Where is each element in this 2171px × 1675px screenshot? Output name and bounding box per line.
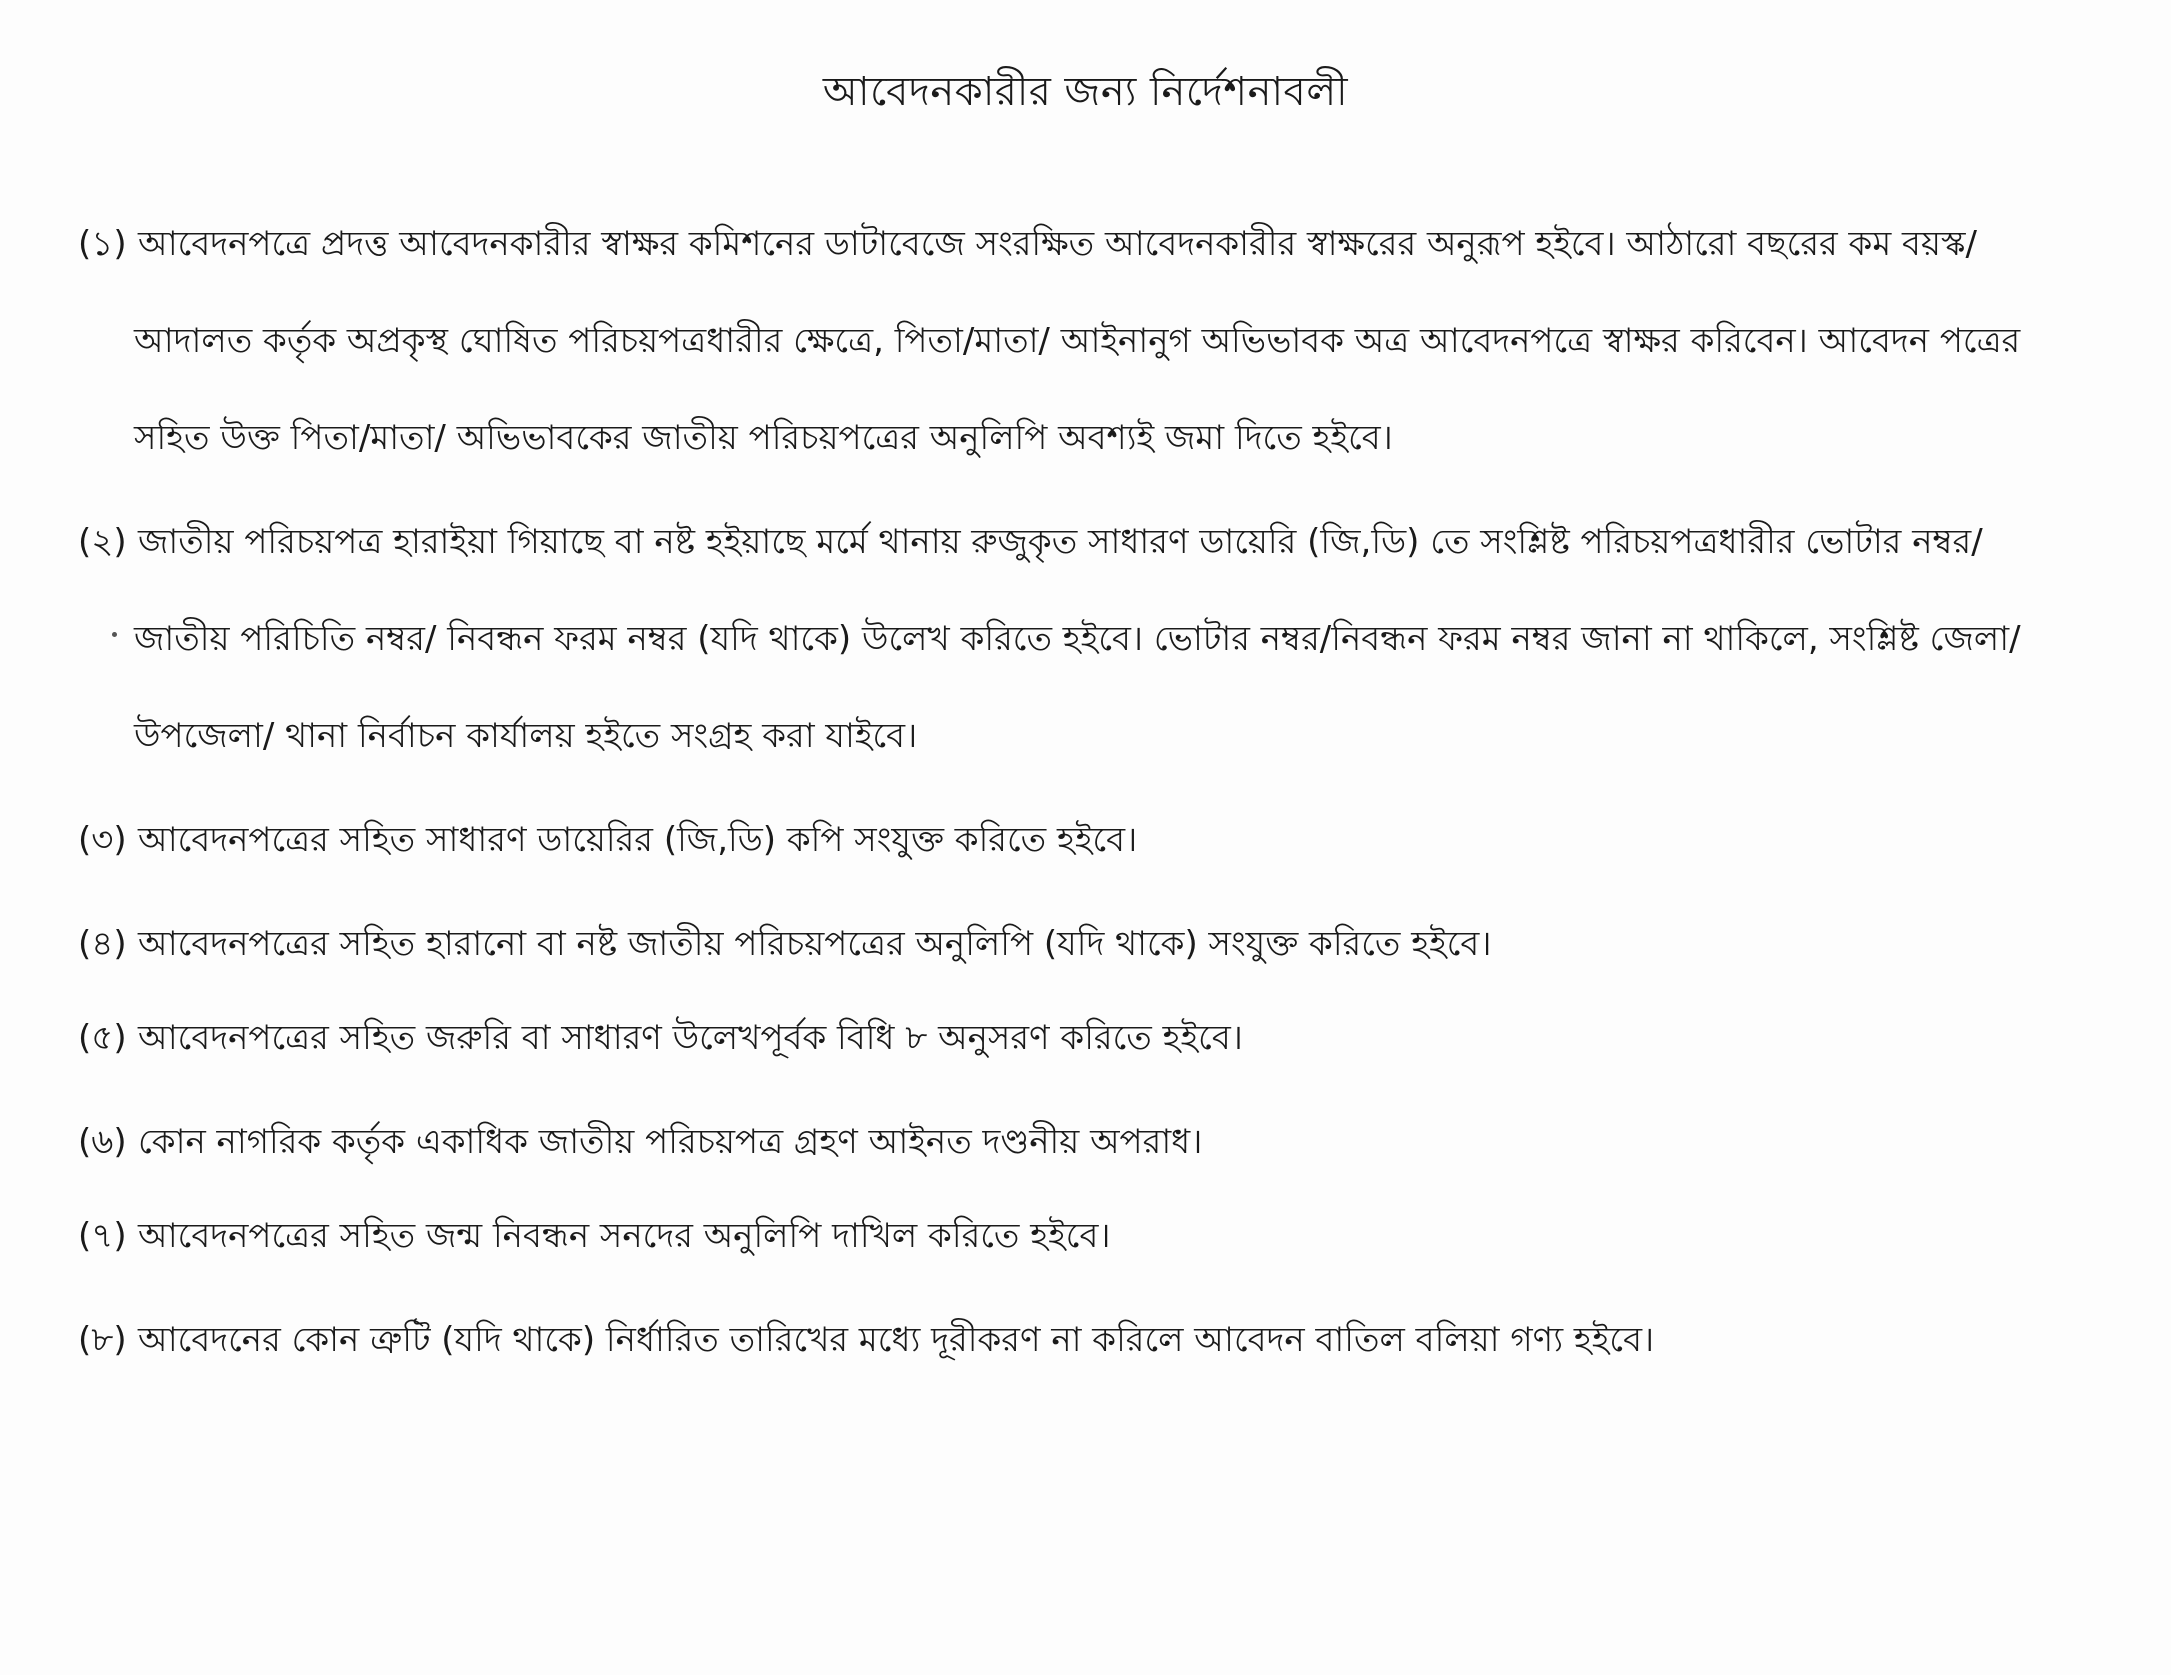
instruction-line — [78, 1292, 2098, 1389]
item-text: জাতীয় পরিচয়পত্র হারাইয়া গিয়াছে বা নষ্ট হইয়াছে মর্মে থানায় রুজুকৃত সাধারণ ডায়েরি (জি,ডি) তে সংশ্লিষ্ট পরিচয়পত্রধারীর ভোটার নম্বর/ — [138, 522, 1983, 562]
instruction-line: জাতীয় পরিচিতি নম্বর/ নিবন্ধন ফরম নম্বর (যদি থাকে) উলেখ করিতে হইবে। ভোটার নম্বর/নিবন্ধন ফরম নম্বর জানা না থাকিলে, সংশ্লিষ্ট জেলা/ — [134, 619, 2021, 659]
item-text: কোন নাগরিক কর্তৃক একাধিক জাতীয় পরিচয়পত্র গ্রহণ আইনত দণ্ডনীয় অপরাধ। — [138, 1122, 1203, 1162]
instruction-line — [78, 196, 2098, 293]
instruction-item-2 — [78, 494, 2098, 785]
instruction-line — [78, 1094, 2098, 1191]
scan-speck — [112, 632, 117, 637]
item-text: আবেদনপত্রের সহিত জন্ম নিবন্ধন সনদের অনুলিপি দাখিল করিতে হইবে। — [138, 1216, 1111, 1256]
page-title: আবেদনকারীর জন্য নির্দেশনাবলী — [822, 69, 1349, 115]
item-number: (৬) — [78, 1122, 127, 1162]
instruction-line — [78, 990, 2098, 1087]
instruction-line: সহিত উক্ত পিতা/মাতা/ অভিভাবকের জাতীয় পরিচয়পত্রের অনুলিপি অবশ্যই জমা দিতে হইবে। — [134, 418, 1393, 458]
instruction-line: আদালত কর্তৃক অপ্রকৃস্থ ঘোষিত পরিচয়পত্রধারীর ক্ষেত্রে, পিতা/মাতা/ আইনানুগ অভিভাবক অত্র আবেদনপত্রে স্বাক্ষর করিবেন। আবেদন পত্রের — [134, 321, 2021, 361]
item-text: আবেদনের কোন ত্রুটি (যদি থাকে) নির্ধারিত তারিখের মধ্যে দূরীকরণ না করিলে আবেদন বাতিল বলিয়া গণ্য হইবে। — [138, 1320, 1655, 1360]
item-number: (১) — [78, 224, 127, 264]
item-number: (৪) — [78, 924, 127, 964]
item-text: আবেদনপত্রে প্রদত্ত আবেদনকারীর স্বাক্ষর কমিশনের ডাটাবেজে সংরক্ষিত আবেদনকারীর স্বাক্ষরের অনুরূপ হইবে। আঠারো বছরের কম বয়স্ক/ — [138, 224, 1977, 264]
item-number: (৩) — [78, 820, 127, 860]
instruction-item-3 — [78, 792, 2098, 889]
instruction-line — [78, 896, 2098, 993]
item-text: আবেদনপত্রের সহিত সাধারণ ডায়েরির (জি,ডি) কপি সংযুক্ত করিতে হইবে। — [138, 820, 1138, 860]
instruction-item-6 — [78, 1094, 2098, 1191]
item-number: (৭) — [78, 1216, 127, 1256]
instruction-item-1 — [78, 196, 2098, 487]
instruction-line — [78, 494, 2098, 591]
item-number: (৮) — [78, 1320, 127, 1360]
instruction-line — [78, 792, 2098, 889]
item-number: (২) — [78, 522, 127, 562]
instruction-item-7 — [78, 1188, 2098, 1285]
instruction-line — [78, 1188, 2098, 1285]
instruction-item-4 — [78, 896, 2098, 993]
item-text: আবেদনপত্রের সহিত হারানো বা নষ্ট জাতীয় পরিচয়পত্রের অনুলিপি (যদি থাকে) সংযুক্ত করিতে হইবে। — [138, 924, 1492, 964]
item-number: (৫) — [78, 1018, 127, 1058]
item-text: আবেদনপত্রের সহিত জরুরি বা সাধারণ উলেখপূর্বক বিধি ৮ অনুসরণ করিতে হইবে। — [138, 1018, 1243, 1058]
instruction-item-8 — [78, 1292, 2098, 1389]
instruction-line: উপজেলা/ থানা নির্বাচন কার্যালয় হইতে সংগ্রহ করা যাইবে। — [134, 716, 918, 756]
instruction-item-5 — [78, 990, 2098, 1087]
